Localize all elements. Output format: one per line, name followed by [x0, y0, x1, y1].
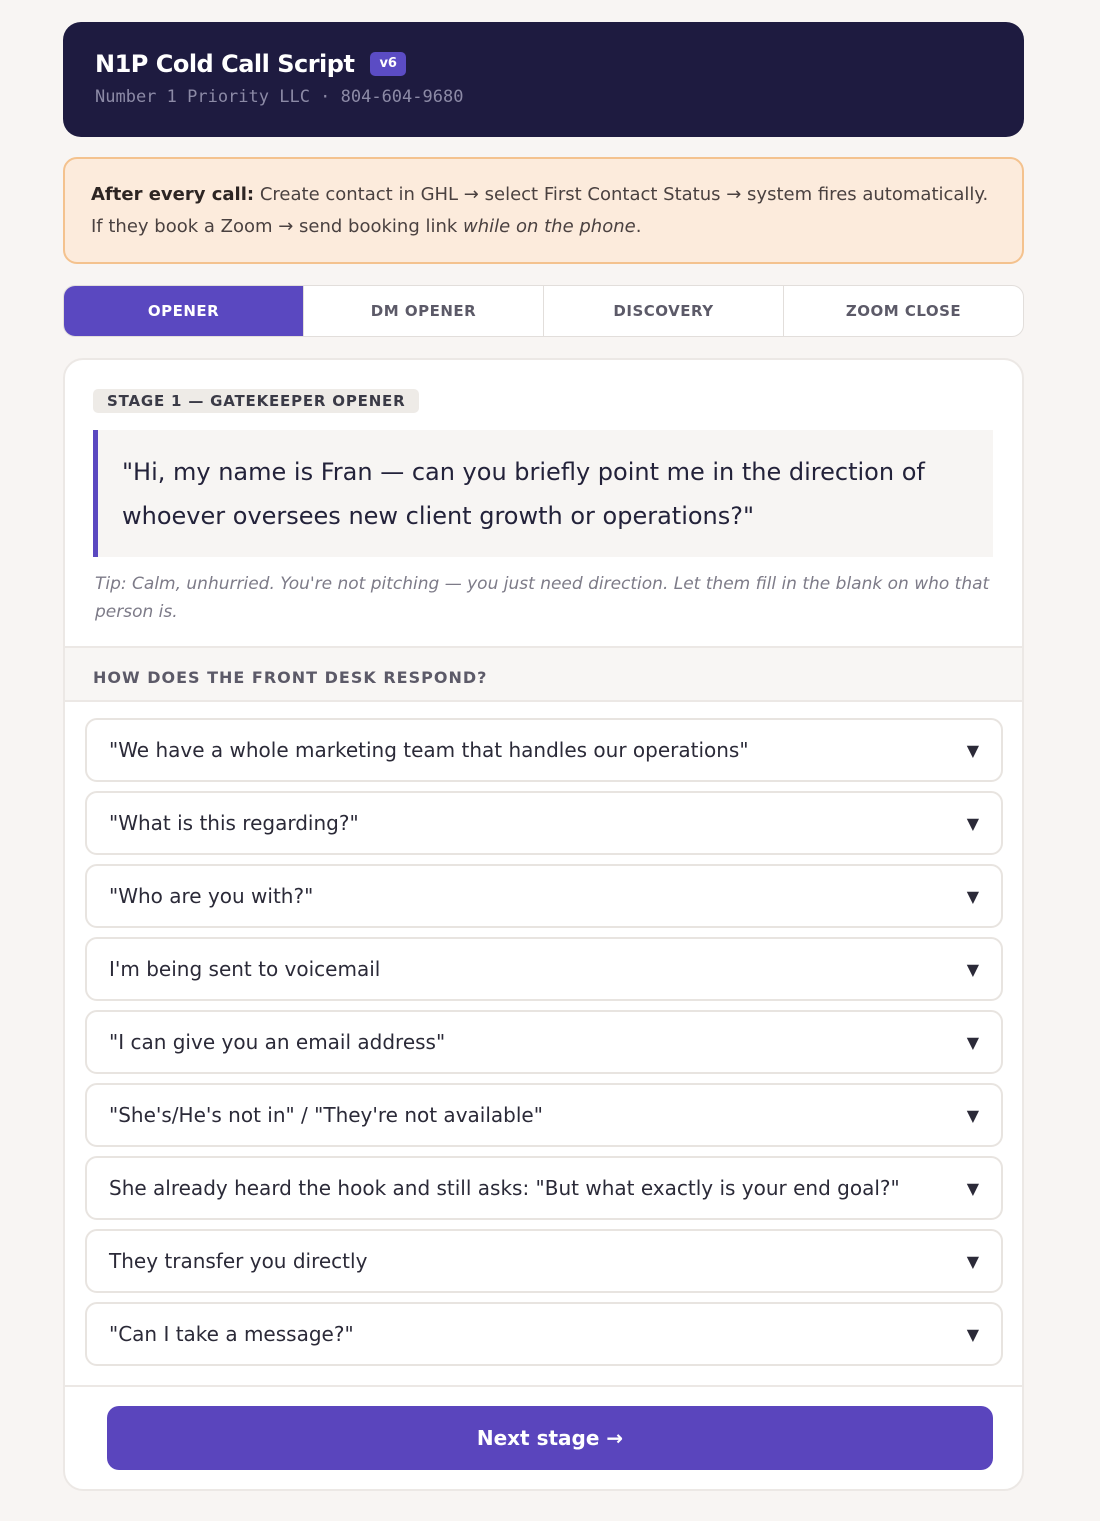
after-call-notice: [63, 157, 1024, 264]
response-item[interactable]: [85, 791, 1003, 855]
response-label: They transfer you directly: [109, 1249, 368, 1273]
script-card: [63, 358, 1024, 1491]
chevron-down-icon: ▼: [966, 1251, 979, 1271]
script-tip: Tip: Calm, unhurried. You're not pitching — you just need direction. Let them fill in the blank on who that person is.: [95, 574, 990, 622]
app-container: [63, 22, 1024, 1491]
response-label: "What is this regarding?": [109, 811, 359, 835]
tab-opener[interactable]: OPENER: [64, 286, 304, 336]
response-label: "I can give you an email address": [109, 1030, 446, 1054]
response-item[interactable]: [85, 1156, 1003, 1220]
responses-heading: HOW DOES THE FRONT DESK RESPOND?: [65, 646, 1022, 702]
notice-label: After every call:: [91, 184, 255, 205]
footer-divider: [65, 1385, 1022, 1387]
chevron-down-icon: ▼: [966, 1324, 979, 1344]
tab-zoom-close[interactable]: ZOOM CLOSE: [845, 302, 962, 320]
version-badge: v6: [370, 52, 406, 76]
header-panel: [63, 22, 1024, 137]
response-item[interactable]: [85, 718, 1003, 782]
tab-dm-opener[interactable]: DM OPENER: [304, 286, 544, 336]
response-item[interactable]: [85, 1010, 1003, 1074]
chevron-down-icon: ▼: [966, 813, 979, 833]
response-label: "Who are you with?": [109, 884, 314, 908]
tab-discovery[interactable]: DISCOVERY: [544, 286, 784, 336]
chevron-down-icon: ▼: [966, 1032, 979, 1052]
chevron-down-icon: ▼: [966, 886, 979, 906]
response-item[interactable]: [85, 1302, 1003, 1366]
notice-text-end: .: [635, 216, 642, 237]
chevron-down-icon: ▼: [966, 1105, 979, 1125]
notice-emphasis: while on the phone: [463, 216, 636, 237]
response-label: I'm being sent to voicemail: [109, 957, 381, 981]
chevron-down-icon: ▼: [966, 740, 979, 760]
stage-tag: STAGE 1 — GATEKEEPER OPENER: [93, 389, 419, 413]
response-item[interactable]: [85, 1083, 1003, 1147]
next-stage-button[interactable]: Next stage →: [107, 1406, 993, 1470]
response-label: "We have a whole marketing team that handles our operations": [109, 738, 749, 762]
response-item[interactable]: [85, 864, 1003, 928]
response-label: "Can I take a message?": [109, 1322, 354, 1346]
script-quote: "Hi, my name is Fran — can you briefly point me in the direction of whoever oversees new client growth or operations?": [93, 430, 993, 557]
stage-tabs: [63, 285, 1024, 337]
notice-text: Create contact in GHL → select First Contact Status → system fires automatically. If they book a Zoom → send booking link: [91, 184, 989, 237]
page-title: N1P Cold Call Script: [95, 50, 355, 78]
company-info: Number 1 Priority LLC · 804-604-9680: [95, 87, 464, 107]
title-row: [95, 50, 992, 78]
response-list: [85, 718, 1003, 1375]
chevron-down-icon: ▼: [966, 1178, 979, 1198]
response-item[interactable]: [85, 937, 1003, 1001]
response-label: She already heard the hook and still asks: "But what exactly is your end goal?": [109, 1176, 900, 1200]
response-label: "She's/He's not in" / "They're not available": [109, 1103, 543, 1127]
response-item[interactable]: [85, 1229, 1003, 1293]
chevron-down-icon: ▼: [966, 959, 979, 979]
